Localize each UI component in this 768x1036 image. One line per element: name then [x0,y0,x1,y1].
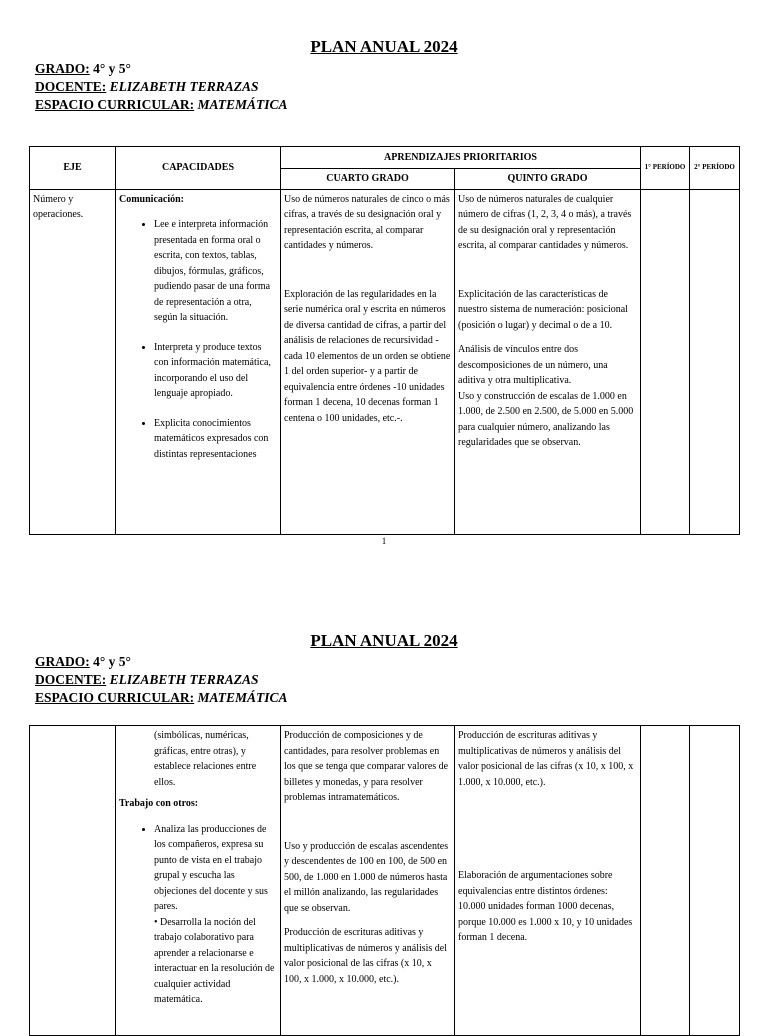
docente-value: ELIZABETH TERRAZAS [106,672,259,687]
cuarto-text-1: Uso de números naturales de cinco o más cifras, a través de su designación oral y representación escrita, al comparar cantidades y números. [284,193,450,251]
grado-label: GRADO: [35,61,90,76]
docente-line [35,78,259,95]
quinto-cell [455,189,641,534]
list-item: • Interpreta y produce textos con información matemática, incorporando el uso del lenguaje apropiado. [154,340,277,402]
grado-value: 4° y 5° [89,61,131,76]
periodo-2-cell [690,189,740,534]
header-cuarto: CUARTO GRADO [281,169,455,190]
periodo-2-cell [690,726,740,1036]
list-item: • Desarrolla la noción del trabajo colaborativo para aprender a relacionarse e interactuar en la resolución de cualquier actividad matemática. [154,916,275,1005]
grado-line [35,653,131,670]
periodo-1-cell [641,726,690,1036]
grado-label: GRADO: [35,654,90,669]
quinto-text-3: Análisis de vínculos entre dos descomposiciones de un número, una aditiva y otra multiplicativa. [458,344,608,386]
quinto-text-4: Uso y construcción de escalas de 1.000 en 1.000, de 2.500 en 2.500, de 5.000 en 5.000 para cualquier número, analizando las regularidades que se observan. [458,390,634,448]
cuarto-cell [281,189,455,534]
cap-list [119,217,277,462]
cuarto-cell [281,726,455,1036]
eje-cell [30,726,116,1036]
quinto-text-1: Uso de números naturales de cualquier número de cifras (1, 2, 3, 4 o más), a través de su designación oral y representación escrita, al comparar cantidades y números. [458,193,632,251]
header-quinto: QUINTO GRADO [455,169,641,190]
capacidades-cell [116,189,281,534]
cuarto-text-2: Exploración de las regularidades en la serie numérica oral y escrita en números de diversa cantidad de cifras, a partir del análisis de relaciones de recursividad -cada 10 elementos de un orden se obtiene 1 del orden superior- y a partir de equivalencia entre órdenes -10 unidades forman 1 decena, 10 decenas forman 1 centena o 100 unidades, etc.-. [284,288,451,424]
docente-label: DOCENTE: [35,672,107,687]
espacio-label: ESPACIO CURRICULAR: [35,690,195,705]
header-periodo-1: 1° PERÍODO [641,147,690,190]
list-item: • Analiza las producciones de los compañeros, expresa su punto de vista en el trabajo grupal y escucha las objeciones del docente y sus pares. [154,822,277,915]
docente-value: ELIZABETH TERRAZAS [106,79,259,94]
page-title: PLAN ANUAL 2024 [310,631,458,650]
quinto-text-1: Producción de escrituras aditivas y multiplicativas de números y análisis del valor posicional de las cifras (x 10, x 100, x 1.000, x 10.000, etc.). [458,730,634,788]
eje-cell: Número y operaciones. [30,189,116,534]
plan-table-page2 [29,725,740,1036]
plan-table-page1 [29,146,740,535]
header-eje: EJE [30,147,116,190]
page-title: PLAN ANUAL 2024 [310,37,458,56]
espacio-value: MATEMÁTICA [194,690,288,705]
header-aprendizajes: APRENDIZAJES PRIORITARIOS [281,147,641,169]
header-periodo-2: 2° PERÍODO [690,147,740,190]
docente-line [35,671,259,688]
quinto-cell [455,726,641,1036]
espacio-line [35,689,288,706]
header-capacidades: CAPACIDADES [116,147,281,190]
cap-heading: Trabajo con otros: [119,798,199,809]
page-number: 1 [381,536,387,546]
cuarto-text-2: Uso y producción de escalas ascendentes y descendentes de 100 en 100, de 500 en 500, de 1.000 en 1.000 de números hasta el millón analizando, las regularidades que se observan. [284,840,449,914]
cuarto-text-1: Producción de composiciones y de cantidades, para resolver problemas en los que se tenga que comparar valores de billetes y monedas, y para resolver problemas intramatemáticos. [284,730,449,803]
grado-line [35,60,131,77]
list-item: • Lee e interpreta información presentada en forma oral o escrita, con textos, tablas, dibujos, fórmulas, gráficos, pudiendo pasar de una forma de representación a otra, según la situación. [154,217,277,326]
cap-heading: Comunicación: [119,193,184,205]
quinto-text-2: Elaboración de argumentaciones sobre equivalencias entre distintos órdenes: 10.000 unidades forman 1000 decenas, porque 10.000 es 1.000 x 10, y 10 unidades forman 1 decena. [458,870,633,943]
grado-value: 4° y 5° [89,654,131,669]
espacio-line [35,96,288,113]
periodo-1-cell [641,189,690,534]
cap-list [119,822,277,915]
docente-label: DOCENTE: [35,79,107,94]
capacidades-cell [116,726,281,1036]
espacio-value: MATEMÁTICA [194,97,288,112]
espacio-label: ESPACIO CURRICULAR: [35,97,195,112]
cuarto-text-3: Producción de escrituras aditivas y multiplicativas de números y análisis del valor posicional de las cifras (x 10, x 100, x 1.000, x 10.000, etc.). [284,927,448,985]
quinto-text-2: Explicitación de las características de nuestro sistema de numeración: posicional (posición o lugar) y decimal o de a 10. [458,288,628,331]
list-item: • Explicita conocimientos matemáticos expresados con distintas representaciones [154,416,277,463]
cap-continuation: (simbólicas, numéricas, gráficas, entre otras), y establece relaciones entre ellos. [154,730,257,788]
